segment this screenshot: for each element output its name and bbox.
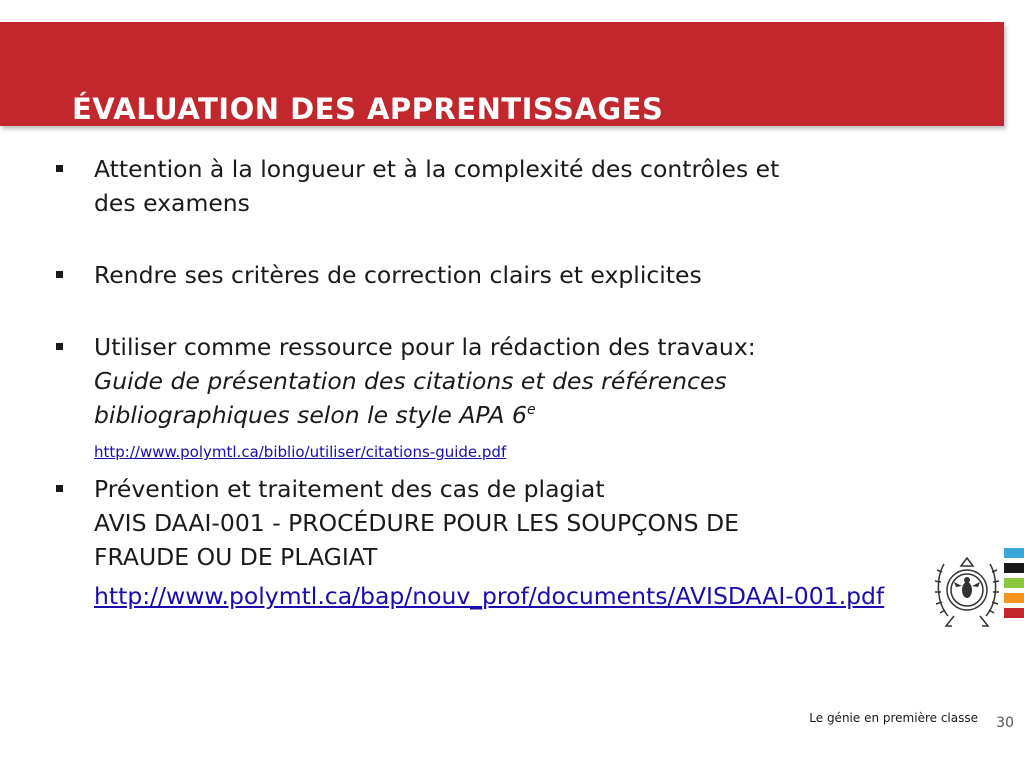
bullet-item (56, 472, 956, 612)
edition-superscript: e (526, 402, 536, 419)
bullet-text: Rendre ses critères de correction clairs et explicites (94, 261, 702, 289)
bullet-text: Attention à la longueur et à la complexité des contrôles et (94, 155, 780, 183)
bullet-square-icon (56, 485, 63, 492)
bullet-text: Utiliser comme ressource pour la rédaction des travaux: (94, 333, 756, 361)
guide-title-end: bibliographiques selon le style APA 6 (94, 401, 527, 429)
slide-title: ÉVALUATION DES APPRENTISSAGES (72, 92, 664, 126)
color-bars (1004, 548, 1024, 623)
bullet-item (56, 258, 956, 292)
notice-title-cont: FRAUDE OU DE PLAGIAT (94, 543, 378, 571)
bullet-item (56, 152, 956, 220)
notice-title: AVIS DAAI-001 - PROCÉDURE POUR LES SOUPÇONS DE (94, 509, 739, 537)
color-bar-blue (1004, 548, 1024, 558)
bullet-square-icon (56, 343, 63, 350)
bullet-square-icon (56, 165, 63, 172)
color-bar-green (1004, 578, 1024, 588)
bullet-text: Prévention et traitement des cas de plagiat (94, 475, 605, 503)
bullet-list (56, 152, 956, 612)
guide-title: Guide de présentation des citations et des références (94, 367, 727, 395)
avis-daai-link[interactable]: http://www.polymtl.ca/bap/nouv_prof/documents/AVISDAAI-001.pdf (94, 582, 885, 610)
color-bar-black (1004, 563, 1024, 573)
bullet-text: des examens (94, 189, 250, 217)
polytechnique-seal-icon (932, 550, 1002, 634)
page-number: 30 (996, 715, 1014, 731)
footer-tagline: Le génie en première classe (809, 711, 978, 725)
citations-guide-link[interactable]: http://www.polymtl.ca/biblio/utiliser/citations-guide.pdf (94, 443, 507, 461)
guide-title-cont (94, 398, 956, 432)
bullet-item (56, 330, 956, 462)
header-band (0, 22, 1004, 126)
bullet-square-icon (56, 271, 63, 278)
color-bar-red (1004, 608, 1024, 618)
color-bar-orange (1004, 593, 1024, 603)
